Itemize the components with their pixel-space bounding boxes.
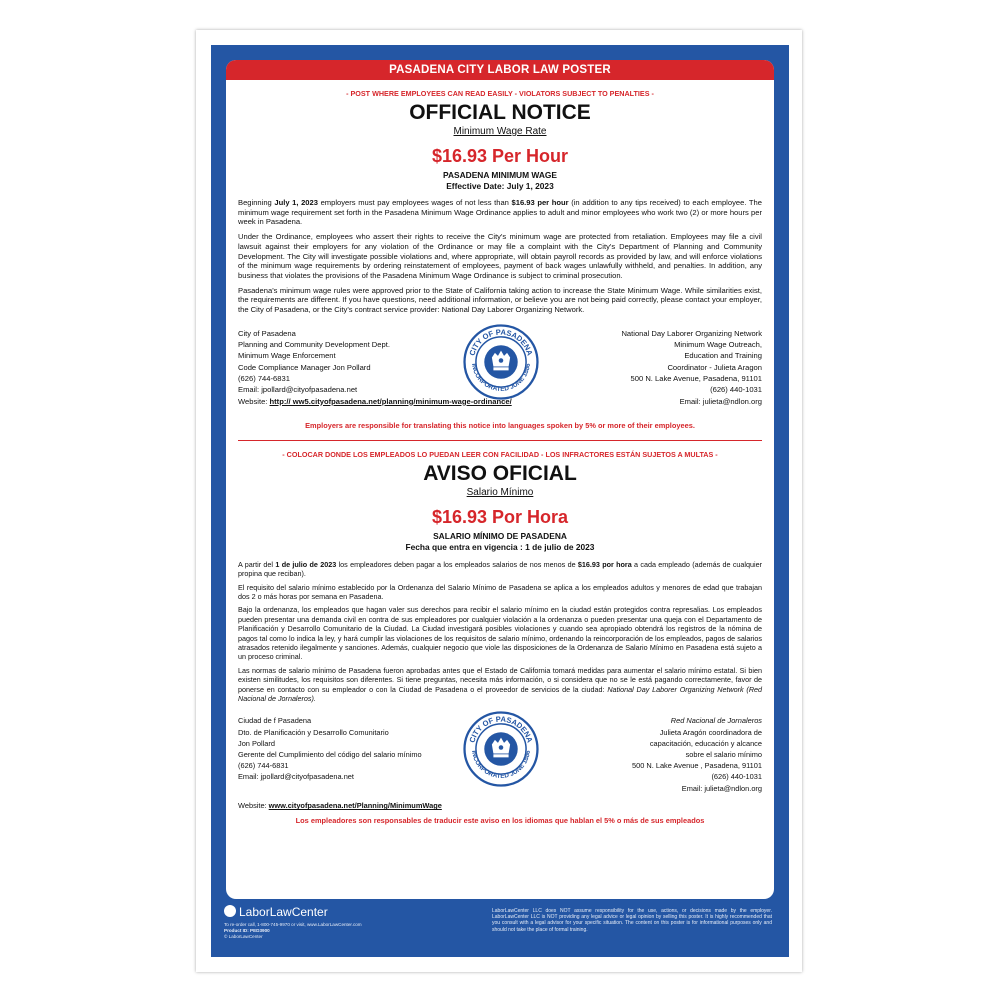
svg-text:CITY OF PASADENA: CITY OF PASADENA	[467, 714, 535, 745]
logo-text: LaborLawCenter	[239, 905, 328, 919]
copyright: © LaborLawCenter	[224, 933, 263, 939]
reorder-line: To re-order call, 1-800-745-9970 or visit, www.LaborLawCenter.com	[224, 922, 362, 927]
rate-es: $16.93 Por Hora	[431, 506, 569, 527]
website-label: Website:	[238, 801, 269, 811]
translate-notice-en: Employers are responsible for translating this notice into languages spoken by 5% or more of their employees.	[305, 420, 695, 430]
paragraph-en-2: Under the Ordinance, employees who assert their rights to receive the City's minimum wage are protected from retaliation. Employees may file a civil lawsuit against their employers for any violation of the Ordinance or may file a complaint with the City's Department of Planning and Community Development. The City will investigate possible violations and, where appropriate, will obtain payroll records as provided by law, and will enforce violations of the minimum wage requirements by ordering reinstatement of employees, payment of back wages unlawfully withheld, and penalties. In addition, any business that violates the provisions of the Pasadena Minimum Wage Ordinance is subject to criminal prosecution.	[238, 232, 762, 280]
spanish-section	[226, 450, 774, 826]
contact-line: capacitación, educación y alcance	[649, 738, 762, 748]
contact-right-en	[621, 328, 762, 407]
p4-italic: National Day Laborer Organizing Network (Red Nacional de Jornaleros).	[238, 684, 762, 704]
product-id: Product ID: PED3900	[224, 927, 270, 933]
effective-es: Fecha que entra en vigencia : 1 de julio de 2023	[405, 541, 595, 552]
paragraph-es-3: Bajo la ordenanza, los empleados que hagan valer sus derechos para recibir el salario mínimo en la ciudad están protegidos contra represalias. Los empleados pueden presentar una demanda civil en contra de sus empleadores por cualquier violación a la ordenanza o pueden presentar una queja con el Departamento de Planificación y Desarrollo Comunitario de la Ciudad. La Ciudad investigará posibles violaciones y cuando sea apropiado obtendrá los registros de la nómina de pagos tal como lo indica la ley, y hará cumplir las violaciones de los requisitos de salario mínimo, ordenando la reincorporación de los empleados, pagos de salarios atrasados retenido ilegalmente y sanciones. Además, cualquier negocio que viole las disposiciones de la Ordenanza de Salario Mínimo en Pasadena está sujeto a un proceso criminal.	[238, 605, 762, 662]
label-es: SALARIO MÍNIMO DE PASADENA	[433, 530, 567, 541]
contact-line: (626) 744-6831	[238, 761, 289, 771]
paragraph-en-3: Pasadena's minimum wage rules were approved prior to the State of California taking action to increase the State Minimum Wage. While similarities exist, the requirements are different. If you have questions, need additional information, or believe you are not being paid correctly, please contact your employer, the City of Pasadena, or the City's contract service provider: National Day Laborer Organizing Network.	[238, 285, 762, 315]
contact-right-es	[632, 715, 762, 793]
effective-en: Effective Date: July 1, 2023	[446, 181, 554, 191]
contacts-es	[238, 715, 762, 799]
contact-line: Ciudad de f Pasadena	[238, 716, 312, 726]
website-line-es	[238, 801, 762, 810]
paragraph-es-1	[238, 560, 762, 579]
contacts-en	[238, 328, 762, 414]
contact-line: (626) 744-6831	[238, 373, 290, 383]
city-seal-icon	[463, 324, 539, 400]
poster-content-panel	[226, 60, 774, 899]
logo-mark-icon	[224, 905, 236, 917]
paragraph-en-1	[238, 198, 762, 227]
poster-header: PASADENA CITY LABOR LAW POSTER	[226, 60, 774, 80]
contact-email: Email: jpollard@cityofpasadena.net	[238, 385, 358, 395]
contact-line: National Day Laborer Organizing Network	[621, 328, 762, 338]
contact-line: 500 N. Lake Avenue , Pasadena, 91101	[632, 761, 762, 771]
contact-email: Email: jpollard@cityofpasadena.net	[238, 772, 354, 782]
contact-line: Minimum Wage Outreach,	[674, 340, 762, 350]
website-link-es[interactable]: www.cityofpasadena.net/Planning/MinimumWage	[268, 801, 442, 811]
post-line-en: - POST WHERE EMPLOYEES CAN READ EASILY - VIOLATORS SUBJECT TO PENALTIES -	[346, 89, 654, 98]
contact-line: Gerente del Cumplimiento del código del salario mínimo	[238, 750, 422, 760]
paragraph-es-2: El requisito del salario mínimo establecido por la Ordenanza del Salario Mínimo de Pasadena se aplica a los empleados adultos y menores de edad que trabajan dos 2 o más horas por semana en Pasadena.	[238, 582, 762, 601]
website-link-en[interactable]: http:// ww5.cityofpasadena.net/planning/minimum-wage-ordinance/	[269, 396, 512, 406]
contact-line: Jon Pollard	[238, 738, 275, 748]
p1-text: Beginning	[238, 198, 275, 207]
rate-en: $16.93 Per Hour	[431, 146, 569, 166]
title-en: OFFICIAL NOTICE	[409, 101, 591, 124]
p1-text: employers must pay employees wages of not less than	[317, 198, 512, 207]
footer-disclaimer: LaborLawCenter LLC does NOT assume responsibility for the use, actions, or decisions made by the employer. LaborLawCenter LLC is NOT providing any legal advice or legal opinion by selling this poster. It is highly recommended that you consult with a legal advisor for your specific situation. The content on this poster is for informational purposes only and should not take the place of formal training.	[492, 908, 772, 933]
translate-notice-es: Los empleadores son responsables de traducir este aviso en los idiomas que hablan el 5% o más de sus empleados	[295, 816, 705, 826]
subtitle-es: Salario Mínimo	[466, 486, 534, 498]
contact-line: sobre el salario mínimo	[685, 750, 762, 760]
svg-text:INCORPORATED JUNE 1886: INCORPORATED JUNE 1886	[470, 750, 532, 781]
contact-line: Code Compliance Manager Jon Pollard	[238, 362, 371, 372]
subtitle-en: Minimum Wage Rate	[453, 126, 547, 137]
contact-line: Dto. de Planificación y Desarrollo Comunitario	[238, 727, 389, 737]
p1-text: A partir del	[238, 559, 276, 569]
title-es: AVISO OFICIAL	[423, 461, 577, 485]
svg-text:INCORPORATED JUNE 1886: INCORPORATED JUNE 1886	[470, 362, 532, 393]
contact-line: Minimum Wage Enforcement	[238, 351, 336, 361]
contact-email: Email: julieta@ndlon.org	[679, 396, 762, 406]
p4-text: Las normas de salario mínimo de Pasadena fueron aprobadas antes que el Estado de California tomará medidas para aumentar el salario mínimo estatal. Si bien existen similitudes, los requisitos son diferentes. Si tiene preguntas, necesita más información, o si considera que no se le está pagando correctamente, favor de ponerse en contacto con su empleador o con la Ciudad de Pasadena o el proveedor de servicios de la ciudad:	[238, 665, 762, 694]
section-divider	[238, 440, 762, 441]
p1-rate: $16.93 per hour	[511, 198, 569, 207]
contact-line: (626) 440-1031	[710, 385, 762, 395]
p1-date: 1 de julio de 2023	[275, 559, 337, 569]
contact-line: Planning and Community Development Dept.	[238, 340, 390, 350]
city-seal-icon	[463, 711, 539, 787]
p1-date: July 1, 2023	[274, 198, 318, 207]
contact-left-es	[238, 715, 422, 782]
footer-reorder-info	[224, 922, 362, 939]
p1-text: los empleadores deben pagar a los empleados salarios de nos menos de	[336, 559, 578, 569]
contact-line: Coordinator - Julieta Aragon	[667, 362, 762, 372]
contact-line: Julieta Aragón coordinadora de	[659, 727, 762, 737]
svg-text:CITY OF PASADENA: CITY OF PASADENA	[467, 327, 535, 357]
laborlawcenter-logo	[224, 905, 328, 919]
p1-text: a cada empleado (además de cualquier propina que reciban).	[238, 559, 762, 579]
p1-text: (in addition to any tips received) to each employee. The minimum wage requirement set forth in the Pasadena Minimum Wage Ordinance applies to adult and minor employees who work two (2) or more hours per week in Pasadena.	[238, 198, 762, 227]
contact-line: City of Pasadena	[238, 328, 296, 338]
contact-line: Education and Training	[684, 351, 762, 361]
contact-line: Red Nacional de Jornaleros	[670, 716, 762, 726]
contact-line: 500 N. Lake Avenue, Pasadena, 91101	[630, 373, 762, 383]
p1-rate: $16.93 por hora	[577, 559, 632, 569]
post-line-es: - COLOCAR DONDE LOS EMPLEADOS LO PUEDAN LEER CON FACILIDAD - LOS INFRACTORES ESTÁN SUJETOS A MULTAS -	[282, 449, 718, 459]
website-label: Website:	[238, 396, 270, 406]
label-en: PASADENA MINIMUM WAGE	[443, 170, 557, 180]
paragraph-es-4	[238, 666, 762, 704]
poster-footer	[224, 903, 776, 953]
english-section	[226, 89, 774, 430]
contact-email: Email: julieta@ndlon.org	[681, 783, 762, 793]
contact-line: (626) 440-1031	[711, 772, 762, 782]
